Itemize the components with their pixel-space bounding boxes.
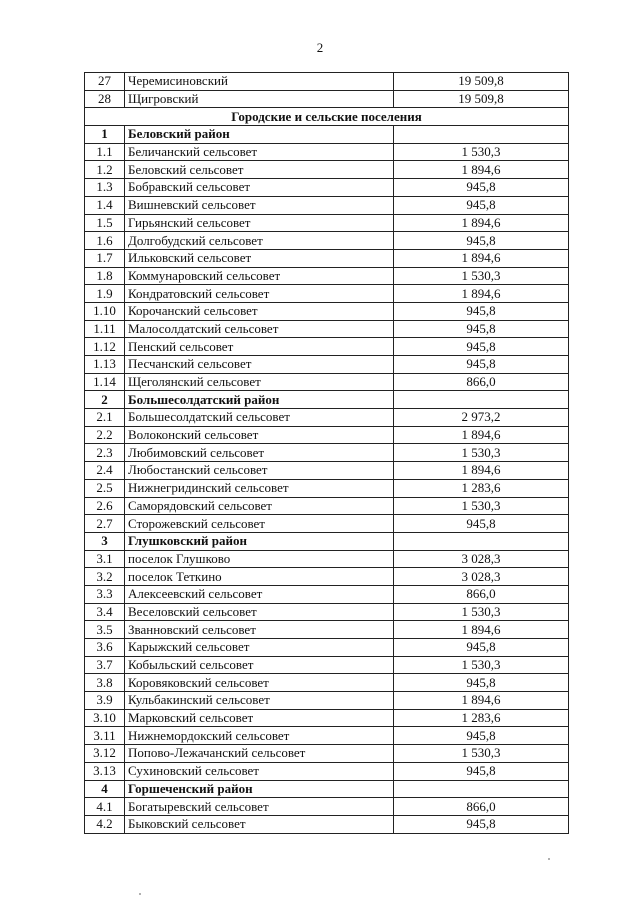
settlement-name: Коммунаровский сельсовет	[125, 267, 394, 285]
section-title: Городские и сельские поселения	[85, 108, 569, 126]
table-row	[85, 90, 569, 108]
row-number: 27	[85, 73, 125, 91]
settlement-name: поселок Глушково	[125, 550, 394, 568]
row-number: 3.11	[85, 727, 125, 745]
settlement-name: Коровяковский сельсовет	[125, 674, 394, 692]
table-row	[85, 798, 569, 816]
table-row	[85, 302, 569, 320]
row-number: 1.7	[85, 249, 125, 267]
table-row	[85, 373, 569, 391]
row-number: 4	[85, 780, 125, 798]
settlement-name: Кондратовский сельсовет	[125, 285, 394, 303]
row-number: 1.9	[85, 285, 125, 303]
row-number: 4.2	[85, 815, 125, 833]
row-number: 1.1	[85, 143, 125, 161]
table-row	[85, 214, 569, 232]
settlement-name: Любимовский сельсовет	[125, 444, 394, 462]
settlement-name: Сторожевский сельсовет	[125, 515, 394, 533]
table-row	[85, 426, 569, 444]
row-number: 1.6	[85, 232, 125, 250]
table-row	[85, 568, 569, 586]
amount-value: 1 894,6	[394, 621, 569, 639]
settlement-name: Малосолдатский сельсовет	[125, 320, 394, 338]
settlement-name: Бобравский сельсовет	[125, 179, 394, 197]
table-row	[85, 320, 569, 338]
scan-speck	[548, 858, 550, 860]
page-number: 2	[316, 40, 324, 55]
amount-value: 19 509,8	[394, 90, 569, 108]
row-number: 1.2	[85, 161, 125, 179]
amount-value: 3 028,3	[394, 568, 569, 586]
amount-value: 866,0	[394, 798, 569, 816]
table-body	[85, 73, 569, 834]
amount-value: 19 509,8	[394, 73, 569, 91]
row-number: 2.4	[85, 462, 125, 480]
row-number: 1.14	[85, 373, 125, 391]
district-header-row	[85, 126, 569, 144]
amount-value: 1 530,3	[394, 267, 569, 285]
settlement-name: Глушковский район	[125, 532, 394, 550]
row-number: 28	[85, 90, 125, 108]
table-row	[85, 639, 569, 657]
settlement-name: Корочанский сельсовет	[125, 302, 394, 320]
amount-value: 945,8	[394, 639, 569, 657]
table-row	[85, 479, 569, 497]
district-header-row	[85, 391, 569, 409]
amount-value: 945,8	[394, 320, 569, 338]
row-number: 1.11	[85, 320, 125, 338]
row-number: 2.5	[85, 479, 125, 497]
amount-value: 1 894,6	[394, 426, 569, 444]
table-row	[85, 232, 569, 250]
amount-value: 2 973,2	[394, 409, 569, 427]
amount-value: 1 530,3	[394, 603, 569, 621]
settlement-name: Горшеченский район	[125, 780, 394, 798]
amount-value: 945,8	[394, 232, 569, 250]
table-row	[85, 356, 569, 374]
table-row	[85, 267, 569, 285]
table-row	[85, 249, 569, 267]
table-row	[85, 815, 569, 833]
row-number: 1.12	[85, 338, 125, 356]
settlement-name: Гирьянский сельсовет	[125, 214, 394, 232]
row-number: 2.2	[85, 426, 125, 444]
row-number: 3.13	[85, 762, 125, 780]
row-number: 3.4	[85, 603, 125, 621]
table-row	[85, 444, 569, 462]
amount-value: 1 894,6	[394, 161, 569, 179]
amount-value: 3 028,3	[394, 550, 569, 568]
amount-value: 1 283,6	[394, 709, 569, 727]
table-row	[85, 462, 569, 480]
row-number: 3.2	[85, 568, 125, 586]
table-row	[85, 656, 569, 674]
table-row	[85, 762, 569, 780]
row-number: 1.3	[85, 179, 125, 197]
row-number: 3	[85, 532, 125, 550]
settlement-name: Веселовский сельсовет	[125, 603, 394, 621]
table-row	[85, 585, 569, 603]
amount-value: 1 530,3	[394, 497, 569, 515]
amount-value: 1 894,6	[394, 462, 569, 480]
table-row	[85, 709, 569, 727]
settlement-name: Званновский сельсовет	[125, 621, 394, 639]
district-header-row	[85, 780, 569, 798]
table-row	[85, 497, 569, 515]
district-header-row	[85, 532, 569, 550]
table-row	[85, 143, 569, 161]
row-number: 3.12	[85, 745, 125, 763]
row-number: 1.4	[85, 196, 125, 214]
settlement-name: Большесолдатский район	[125, 391, 394, 409]
row-number: 1.13	[85, 356, 125, 374]
table-row	[85, 285, 569, 303]
settlement-name: Богатыревский сельсовет	[125, 798, 394, 816]
settlement-name: Быковский сельсовет	[125, 815, 394, 833]
table-row	[85, 621, 569, 639]
settlement-name: Марковский сельсовет	[125, 709, 394, 727]
row-number: 1.5	[85, 214, 125, 232]
amount-value: 866,0	[394, 585, 569, 603]
settlement-name: Кульбакинский сельсовет	[125, 692, 394, 710]
settlement-name: Ильковский сельсовет	[125, 249, 394, 267]
settlement-name: Беловский сельсовет	[125, 161, 394, 179]
settlement-name: Саморядовский сельсовет	[125, 497, 394, 515]
settlement-name: Черемисиновский	[125, 73, 394, 91]
settlement-name: Любостанский сельсовет	[125, 462, 394, 480]
amount-value: 1 894,6	[394, 285, 569, 303]
settlement-name: Песчанский сельсовет	[125, 356, 394, 374]
settlement-name: Алексеевский сельсовет	[125, 585, 394, 603]
table-row	[85, 550, 569, 568]
amount-value: 866,0	[394, 373, 569, 391]
settlement-name: Долгобудский сельсовет	[125, 232, 394, 250]
row-number: 1.10	[85, 302, 125, 320]
row-number: 3.6	[85, 639, 125, 657]
row-number: 1.8	[85, 267, 125, 285]
row-number: 3.3	[85, 585, 125, 603]
row-number: 3.1	[85, 550, 125, 568]
amount-value: 945,8	[394, 815, 569, 833]
table-row	[85, 692, 569, 710]
settlements-table	[84, 72, 569, 834]
amount-value: 945,8	[394, 356, 569, 374]
row-number: 3.7	[85, 656, 125, 674]
amount-value: 945,8	[394, 674, 569, 692]
section-header-row	[85, 108, 569, 126]
amount-value: 1 283,6	[394, 479, 569, 497]
amount-value: 945,8	[394, 762, 569, 780]
row-number: 3.9	[85, 692, 125, 710]
row-number: 2.3	[85, 444, 125, 462]
amount-value: 1 530,3	[394, 745, 569, 763]
row-number: 1	[85, 126, 125, 144]
settlement-name: Беличанский сельсовет	[125, 143, 394, 161]
table-row	[85, 73, 569, 91]
settlement-name: Попово-Лежачанский сельсовет	[125, 745, 394, 763]
table-row	[85, 745, 569, 763]
settlement-name: Щеголянский сельсовет	[125, 373, 394, 391]
amount-value: 945,8	[394, 338, 569, 356]
amount-value: 1 530,3	[394, 444, 569, 462]
row-number: 3.8	[85, 674, 125, 692]
table-row	[85, 161, 569, 179]
row-number: 3.10	[85, 709, 125, 727]
amount-value	[394, 391, 569, 409]
settlement-name: Кобыльский сельсовет	[125, 656, 394, 674]
table-row	[85, 409, 569, 427]
row-number: 2.6	[85, 497, 125, 515]
amount-value: 945,8	[394, 302, 569, 320]
row-number: 3.5	[85, 621, 125, 639]
table-row	[85, 179, 569, 197]
row-number: 2.7	[85, 515, 125, 533]
settlement-name: Большесолдатский сельсовет	[125, 409, 394, 427]
row-number: 2.1	[85, 409, 125, 427]
table-row	[85, 603, 569, 621]
table-row	[85, 674, 569, 692]
scan-speck	[139, 893, 141, 895]
table-row	[85, 727, 569, 745]
amount-value: 945,8	[394, 179, 569, 197]
row-number: 4.1	[85, 798, 125, 816]
amount-value: 945,8	[394, 727, 569, 745]
amount-value: 1 894,6	[394, 249, 569, 267]
row-number: 2	[85, 391, 125, 409]
amount-value	[394, 780, 569, 798]
settlement-name: Сухиновский сельсовет	[125, 762, 394, 780]
settlement-name: Вишневский сельсовет	[125, 196, 394, 214]
amount-value: 1 530,3	[394, 143, 569, 161]
amount-value: 1 530,3	[394, 656, 569, 674]
settlement-name: Нижнегридинский сельсовет	[125, 479, 394, 497]
amount-value: 945,8	[394, 515, 569, 533]
settlement-name: Карыжский сельсовет	[125, 639, 394, 657]
table-row	[85, 196, 569, 214]
amount-value: 945,8	[394, 196, 569, 214]
settlement-name: Беловский район	[125, 126, 394, 144]
settlement-name: Нижнемордокский сельсовет	[125, 727, 394, 745]
settlement-name: поселок Теткино	[125, 568, 394, 586]
table-row	[85, 338, 569, 356]
settlement-name: Щигровский	[125, 90, 394, 108]
amount-value	[394, 126, 569, 144]
table-row	[85, 515, 569, 533]
settlement-name: Пенский сельсовет	[125, 338, 394, 356]
amount-value	[394, 532, 569, 550]
amount-value: 1 894,6	[394, 214, 569, 232]
settlement-name: Волоконский сельсовет	[125, 426, 394, 444]
amount-value: 1 894,6	[394, 692, 569, 710]
